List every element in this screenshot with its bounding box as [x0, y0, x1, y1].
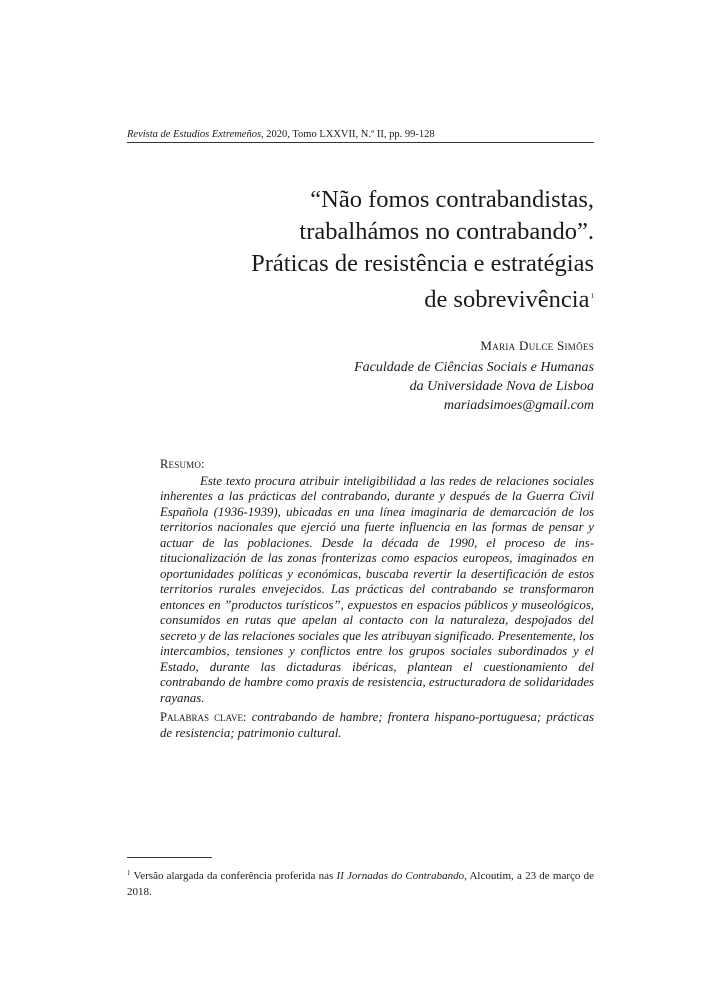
title-line-2: trabalhámos no contrabando”.	[299, 218, 594, 245]
author-email[interactable]: mariadsimoes@gmail.com	[443, 398, 594, 413]
footnote-text-before: Versão alargada da conferência proferida nas	[130, 870, 337, 882]
footnote-marker: 1	[127, 869, 131, 877]
footnote	[127, 865, 594, 900]
issue-details: , 2020, Tomo LXXVII, N.º II, pp. 99-128	[261, 129, 435, 140]
abstract-body: Este texto procura atribuir inteligibilidad a las redes de relaciones sociales inherentes a las prácticas del contrabando, durante y después de la Guerra Civil Española (1936-1939), ubicadas en una línea imaginaria de demarcación de los territorios nacionales que ejerció una fuerte influencia en las formas de pensar y actuar de las poblaciones. Desde la década de 1990, el proceso de institucionalización de las zonas fronterizas como espacios europeos, imaginados en oportunidades políticas y económicas, buscaba revertir la desertificación de estos territorios rurales envejecidos. Las prácticas del contrabando se transformaron entonces en ”productos turísticos”, expuestos en espacios públicos y museológicos, consumidos en rutas que apelan al contacto con la naturaleza, despojados del secreto y de las relaciones sociales que les atribuyan significado. Presentemente, los intercambios, tensiones y conflictos entre los grupos sociales subordinados y el Estado, durante las dictaduras ibéricas, plantean el cuestionamiento del contrabando de hambre como praxis de resistencia, estructuradora de solidaridades rayanas.	[160, 473, 594, 705]
journal-name: Revista de Estudios Extremeños	[127, 129, 262, 140]
keywords-label: Palabras clave:	[160, 710, 247, 724]
running-head	[127, 128, 435, 141]
keywords	[160, 710, 594, 741]
title-line-4-text: de sobrevivência	[424, 286, 590, 313]
footnote-rule	[127, 857, 212, 858]
affiliation-line-2: da Universidade Nova de Lisboa	[409, 379, 594, 394]
keywords-text: contrabando de hambre; frontera hispano-portuguesa; prácticas de resistencia; patrimonio cultural.	[160, 710, 594, 740]
footnote-text-after: , Alcoutim, a 23 de março de 2018.	[127, 870, 594, 898]
title-footnote-marker[interactable]: 1	[590, 292, 594, 300]
author-name: Maria Dulce Simões	[480, 338, 594, 353]
affiliation-line-1: Faculdade de Ciências Sociais e Humanas	[354, 360, 594, 375]
footnote-event-name: II Jornadas do Contrabando	[336, 870, 465, 882]
title-line-3: Práticas de resistência e estratégias	[251, 250, 594, 277]
title-line-1: “Não fomos contrabandistas,	[310, 186, 594, 213]
title-line-4	[154, 280, 594, 316]
abstract-section	[160, 457, 594, 741]
header-rule	[127, 142, 594, 143]
abstract-label: Resumo:	[160, 457, 205, 471]
article-title	[154, 184, 594, 316]
author-block	[194, 337, 594, 415]
